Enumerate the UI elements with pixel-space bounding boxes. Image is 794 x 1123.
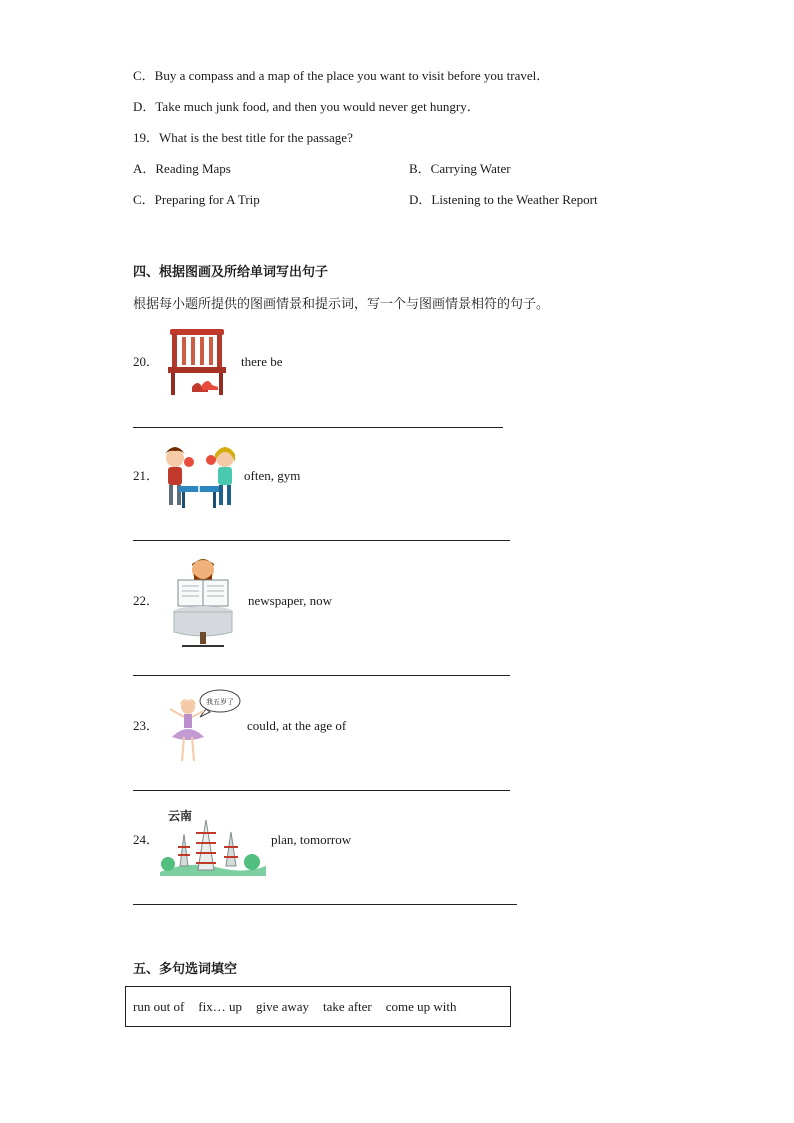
- word-bank-item: take after: [323, 998, 372, 1014]
- yunnan-caption: 云南: [168, 809, 193, 823]
- item-23-hint: could, at the age of: [247, 718, 347, 733]
- q19-option-b: B．Carrying Water: [409, 161, 511, 176]
- chair-with-shoes-picture: [164, 327, 230, 397]
- item-20-number: 20．: [133, 354, 160, 369]
- kids-ping-pong-picture: [161, 442, 237, 512]
- word-bank-item: run out of: [133, 998, 185, 1014]
- item-24-hint: plan, tomorrow: [271, 832, 352, 847]
- item-21-hint: often, gym: [244, 468, 301, 483]
- yunnan-pagodas-picture: [160, 806, 266, 876]
- speech-bubble-text: 我五岁了: [206, 698, 234, 706]
- q19-option-c: C．Preparing for A Trip: [133, 192, 260, 207]
- item-23-number: 23．: [133, 718, 160, 733]
- item-24-answer-line[interactable]: [133, 904, 517, 905]
- q18-option-d: D．Take much junk food, and then you would never get hungry．: [133, 99, 480, 114]
- word-bank-box: [125, 986, 511, 1027]
- section4-instruction: 根据每小题所提供的图画情景和提示词，写一个与图画情景相符的句子。: [133, 297, 550, 312]
- item-22-hint: newspaper, now: [248, 593, 332, 608]
- word-bank-item: come up with: [385, 998, 457, 1014]
- girl-ballet-picture: [164, 687, 242, 767]
- q19-question: 19．What is the best title for the passage?: [133, 130, 353, 145]
- q19-option-d: D．Listening to the Weather Report: [409, 192, 598, 207]
- word-bank-item: give away: [255, 998, 310, 1014]
- item-22-number: 22．: [133, 593, 160, 608]
- item-21-number: 21．: [133, 468, 160, 483]
- item-21-answer-line[interactable]: [133, 540, 510, 541]
- q18-option-c: C．Buy a compass and a map of the place you want to visit before you travel．: [133, 68, 550, 83]
- item-22-answer-line[interactable]: [133, 675, 510, 676]
- man-reading-newspaper-picture: [170, 556, 236, 648]
- section4-title: 四、根据图画及所给单词写出句子: [133, 265, 329, 280]
- item-20-hint: there be: [241, 354, 283, 369]
- item-23-answer-line[interactable]: [133, 790, 510, 791]
- section5-title: 五、多句选词填空: [133, 962, 238, 977]
- item-20-answer-line[interactable]: [133, 427, 503, 428]
- q19-option-a: A．Reading Maps: [133, 161, 231, 176]
- word-bank-item: fix… up: [198, 998, 242, 1014]
- item-24-number: 24．: [133, 832, 160, 847]
